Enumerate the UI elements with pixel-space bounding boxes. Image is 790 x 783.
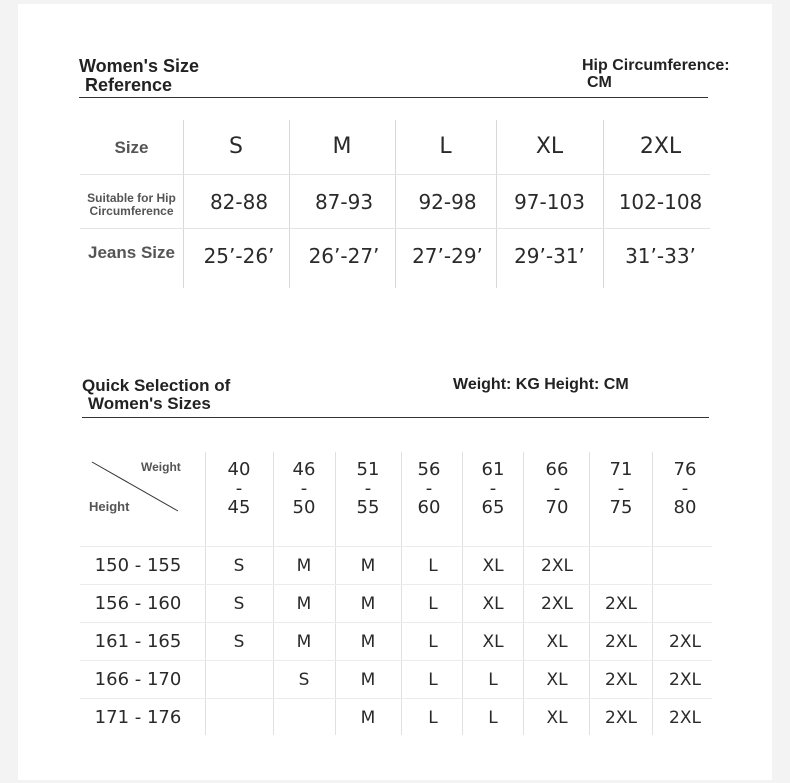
hip-unit-label — [582, 57, 730, 91]
grid-line — [80, 228, 710, 229]
size-cell: 2XL — [605, 594, 637, 614]
hip-range-cell: 92-98 — [418, 190, 477, 214]
grid-line — [80, 546, 712, 547]
size-cell: M — [296, 556, 312, 576]
weight-high: 60 — [417, 497, 441, 518]
weight-column-header — [274, 460, 334, 517]
jeans-size-cell: 27’-29’ — [412, 244, 483, 268]
size-cell: XL — [482, 594, 504, 614]
size-cell: S — [233, 632, 245, 652]
weight-low: 40 — [227, 459, 251, 480]
hip-range-cell: 82-88 — [209, 190, 269, 214]
hip-range-cell: 97-103 — [514, 190, 585, 214]
weight-separator: - — [300, 478, 308, 499]
height-row-label: 161 - 165 — [94, 631, 182, 652]
grid-line — [80, 174, 710, 175]
quick-selection-title — [82, 377, 230, 413]
height-row-label: 156 - 160 — [94, 593, 182, 614]
grid-line — [523, 452, 524, 735]
size-reference-divider — [79, 97, 708, 98]
weight-column-header — [655, 460, 715, 517]
size-cell: XL — [482, 632, 504, 652]
grid-line — [80, 660, 712, 661]
size-cell: M — [360, 670, 376, 690]
weight-column-header — [338, 460, 398, 517]
weight-separator: - — [425, 478, 433, 499]
grid-line — [205, 452, 206, 735]
size-cell: L — [488, 708, 498, 728]
size-cell: 2XL — [541, 556, 573, 576]
weight-high: 45 — [227, 497, 251, 518]
size-cell: L — [488, 670, 498, 690]
weight-column-header — [399, 460, 459, 517]
size-cell: M — [360, 632, 376, 652]
size-header-cell: 2XL — [639, 134, 682, 159]
weight-separator: - — [553, 478, 561, 499]
row-label-hip-line1: Suitable for Hip — [87, 191, 176, 205]
size-cell: S — [298, 670, 310, 690]
weight-column-header — [591, 460, 651, 517]
weight-high: 80 — [673, 497, 697, 518]
size-header-cell: S — [229, 134, 243, 159]
hip-unit-line1: Hip Circumference: — [582, 57, 730, 74]
height-row-label: 171 - 176 — [94, 707, 182, 728]
jeans-size-cell: 25’-26’ — [203, 244, 275, 268]
row-label-hip-line2: Circumference — [89, 204, 174, 218]
weight-column-header — [463, 460, 523, 517]
size-cell: 2XL — [541, 594, 573, 614]
quick-selection-title-line2: Women's Sizes — [88, 394, 211, 413]
row-label-jeans: Jeans Size — [88, 243, 175, 262]
size-cell: M — [296, 594, 312, 614]
weight-high: 65 — [481, 497, 505, 518]
row-label-hip — [80, 192, 183, 218]
size-header-cell: L — [439, 134, 452, 159]
hip-unit-line2: CM — [587, 74, 612, 91]
size-cell: L — [428, 556, 438, 576]
weight-high: 50 — [292, 497, 316, 518]
weight-low: 66 — [545, 459, 569, 480]
size-cell: XL — [546, 632, 568, 652]
size-cell: M — [360, 556, 376, 576]
size-cell: L — [428, 632, 438, 652]
grid-line — [589, 452, 590, 735]
weight-low: 51 — [356, 459, 380, 480]
weight-low: 61 — [481, 459, 505, 480]
quick-selection-title-line1: Quick Selection of — [82, 376, 231, 395]
weight-column-header — [527, 460, 587, 517]
size-reference-title-line1: Women's Size — [79, 56, 199, 76]
size-header-cell: XL — [535, 134, 564, 159]
weight-separator: - — [364, 478, 372, 499]
weight-column-header — [209, 460, 269, 517]
corner-weight-label: Weight — [141, 460, 181, 474]
size-cell: 2XL — [605, 632, 637, 652]
size-header-cell: M — [332, 134, 352, 159]
weight-separator: - — [235, 478, 243, 499]
weight-separator: - — [681, 478, 689, 499]
weight-low: 76 — [673, 459, 697, 480]
weight-high: 55 — [356, 497, 380, 518]
size-cell: L — [428, 670, 438, 690]
size-cell: 2XL — [669, 708, 701, 728]
size-cell: XL — [546, 708, 568, 728]
jeans-size-cell: 31’-33’ — [625, 244, 696, 268]
jeans-size-cell: 29’-31’ — [514, 244, 585, 268]
height-row-label: 150 - 155 — [94, 555, 182, 576]
weight-separator: - — [617, 478, 625, 499]
hip-range-cell: 102-108 — [618, 190, 703, 214]
corner-height-label: Height — [89, 499, 130, 514]
size-cell: XL — [482, 556, 504, 576]
height-row-label: 166 - 170 — [94, 669, 182, 690]
size-cell: M — [360, 708, 376, 728]
size-cell: XL — [546, 670, 568, 690]
grid-line — [80, 622, 712, 623]
weight-high: 70 — [545, 497, 569, 518]
weight-high: 75 — [609, 497, 633, 518]
weight-low: 46 — [292, 459, 316, 480]
weight-low: 56 — [417, 459, 441, 480]
size-cell: M — [360, 594, 376, 614]
row-label-size: Size — [114, 138, 149, 157]
size-cell: M — [296, 632, 312, 652]
grid-line — [80, 584, 712, 585]
size-cell: 2XL — [605, 670, 637, 690]
size-cell: L — [428, 594, 438, 614]
size-cell: 2XL — [669, 632, 701, 652]
weight-low: 71 — [609, 459, 633, 480]
grid-line — [652, 452, 653, 735]
size-cell: S — [233, 594, 245, 614]
quick-selection-units: Weight: KG Height: CM — [453, 376, 629, 393]
size-reference-title — [79, 57, 199, 95]
jeans-size-cell: 26’-27’ — [308, 244, 380, 268]
size-cell: 2XL — [669, 670, 701, 690]
size-reference-title-line2: Reference — [85, 75, 173, 95]
grid-line — [335, 452, 336, 735]
size-cell: 2XL — [605, 708, 637, 728]
size-cell: S — [233, 556, 245, 576]
size-cell: L — [428, 708, 438, 728]
grid-line — [80, 698, 712, 699]
weight-separator: - — [489, 478, 497, 499]
quick-selection-divider — [82, 417, 709, 418]
hip-range-cell: 87-93 — [314, 190, 374, 214]
